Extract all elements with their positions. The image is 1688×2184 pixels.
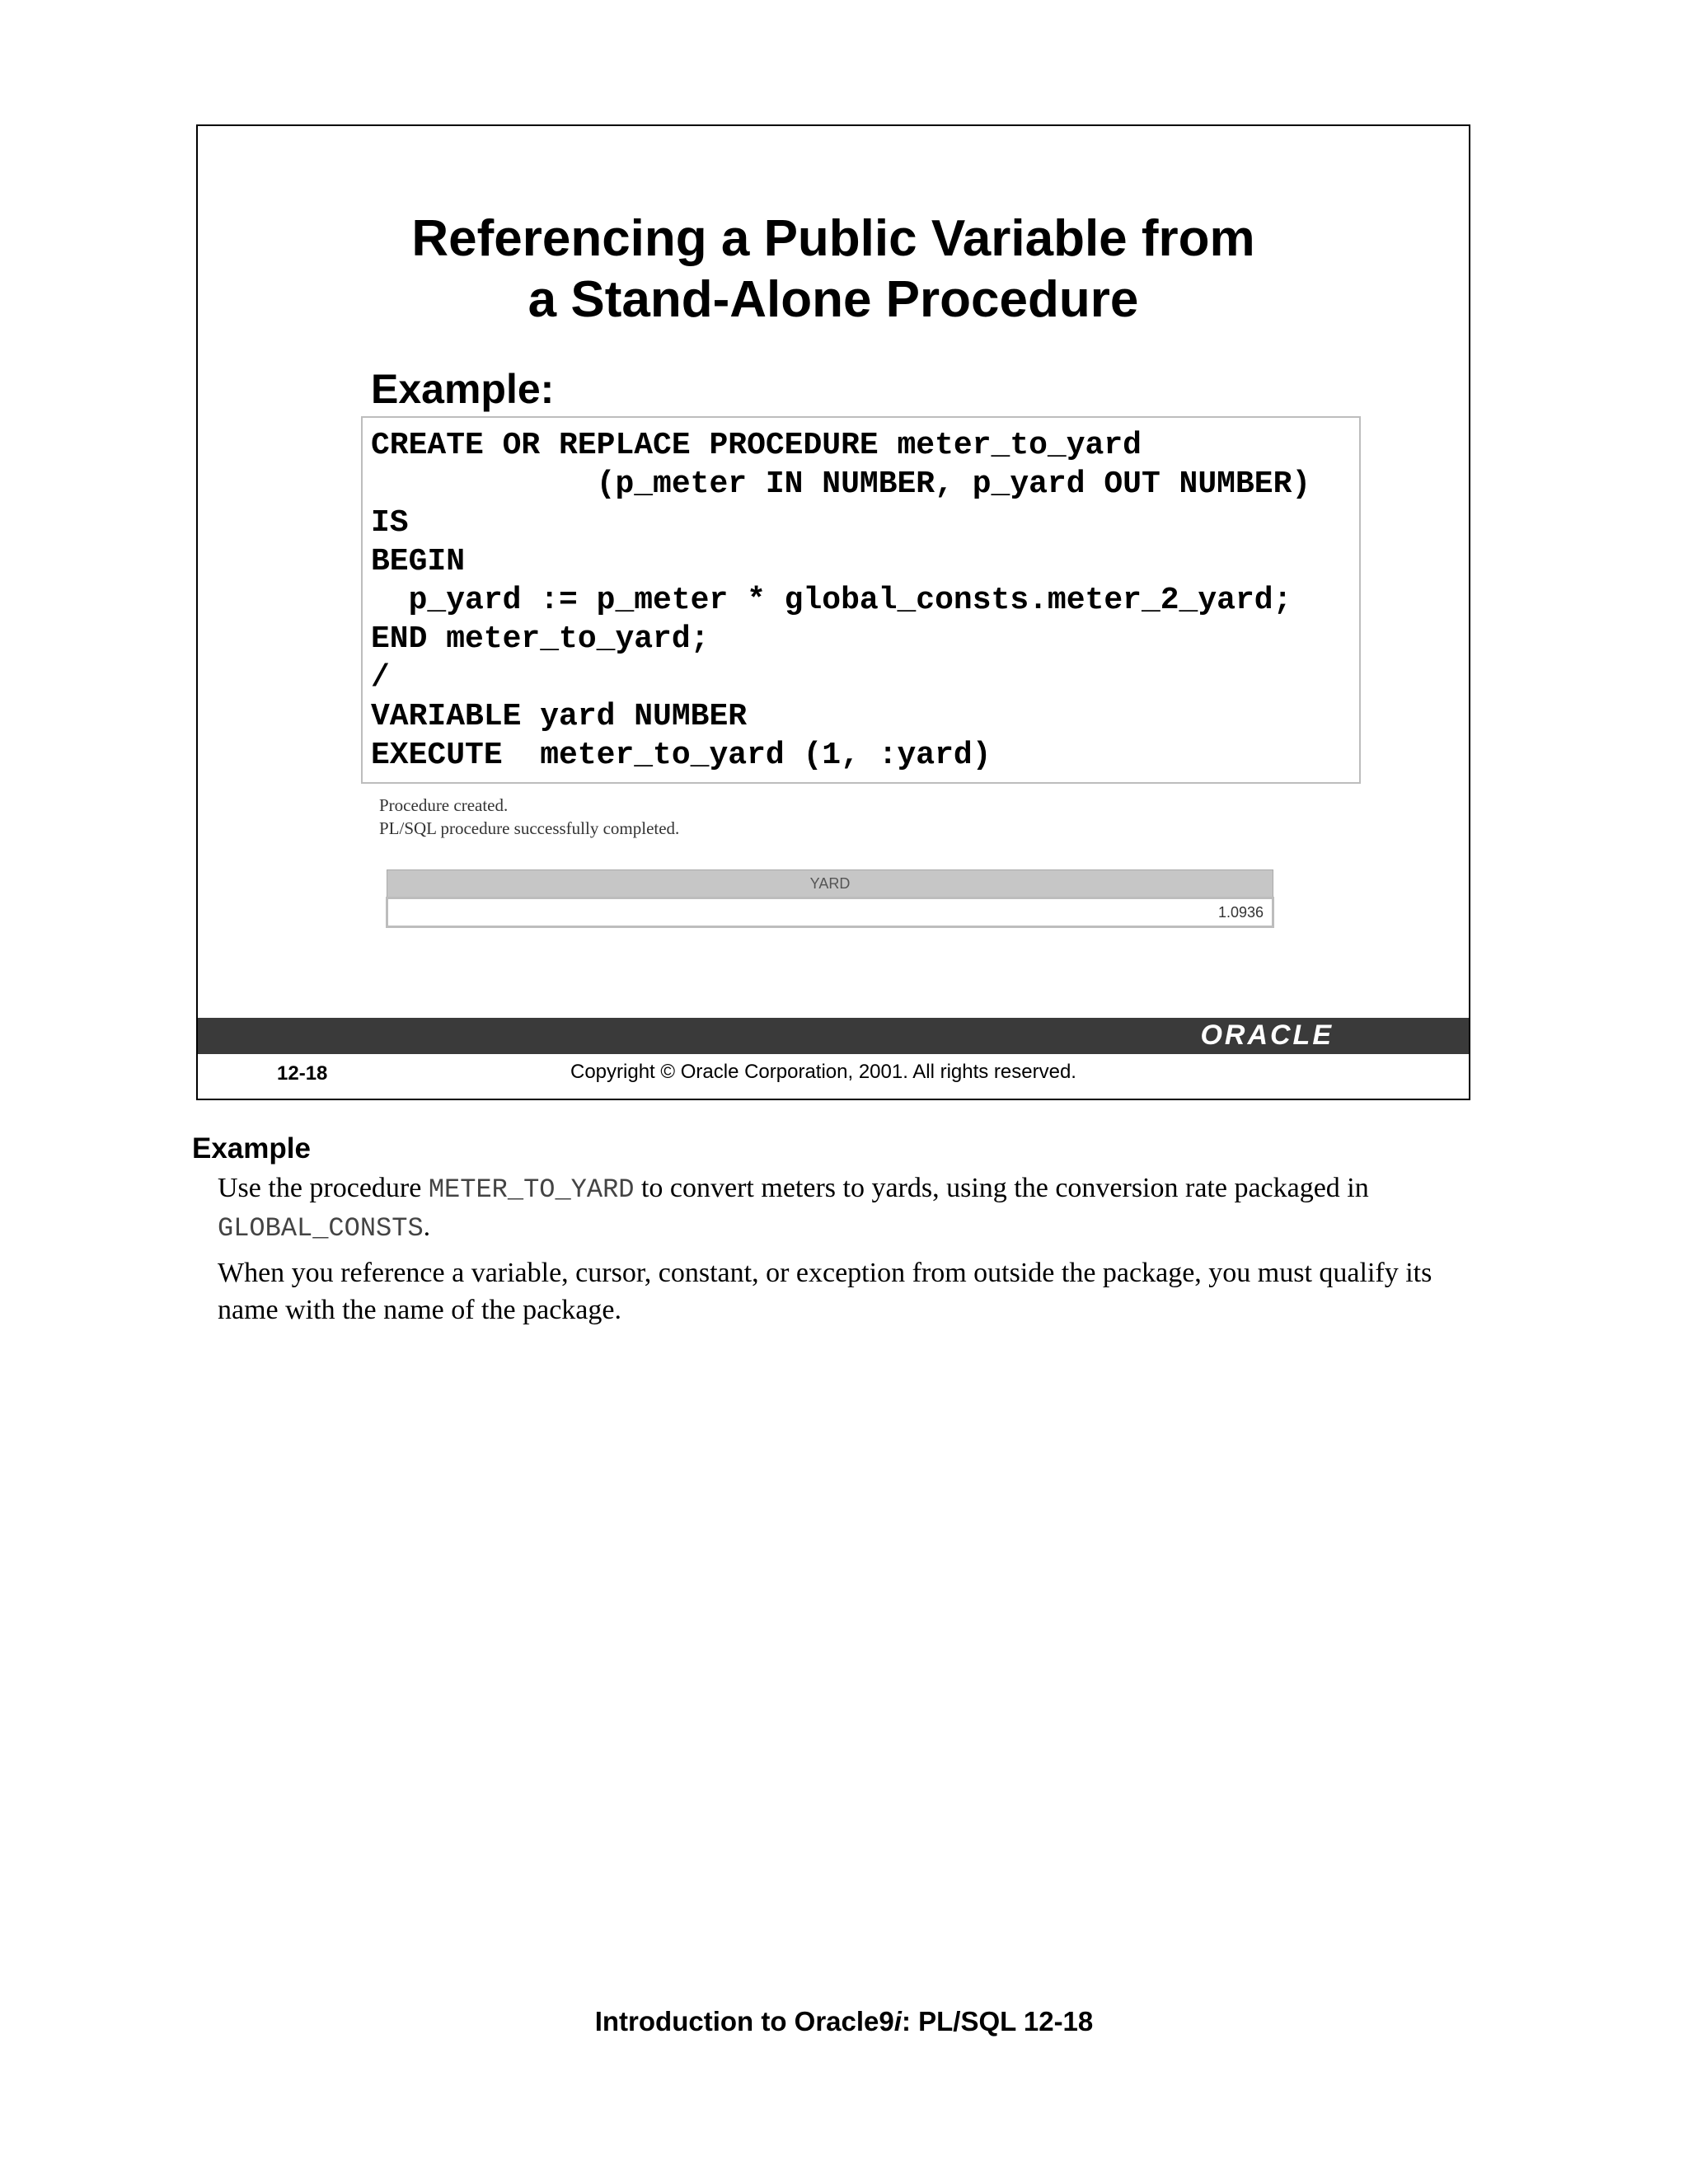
code-line: CREATE OR REPLACE PROCEDURE meter_to_yard bbox=[371, 428, 1142, 463]
code-line: IS bbox=[371, 505, 409, 541]
code-line: END meter_to_yard; bbox=[371, 621, 710, 657]
footer-text: Introduction to Oracle9 bbox=[594, 2006, 894, 2036]
result-value: 1.0936 bbox=[387, 898, 1273, 927]
code-block bbox=[361, 416, 1361, 784]
para1-text: Use the procedure bbox=[218, 1173, 429, 1203]
sql-output bbox=[379, 794, 1323, 942]
footer-text-italic: i bbox=[893, 2006, 902, 2036]
page-footer bbox=[0, 2006, 1688, 2037]
notes-paragraph-2: When you reference a variable, cursor, constant, or exception from outside the package, you must qualify its name with the name of the package. bbox=[218, 1258, 1432, 1325]
output-line: PL/SQL procedure successfully completed. bbox=[379, 818, 680, 838]
para1-text: to convert meters to yards, using the conversion rate packaged in bbox=[634, 1173, 1369, 1203]
code-line: VARIABLE yard NUMBER bbox=[371, 699, 748, 734]
code-line: p_yard := p_meter * global_consts.meter_2_yard; bbox=[371, 583, 1292, 618]
code-ref-meter-to-yard: METER_TO_YARD bbox=[428, 1174, 635, 1205]
output-line: Procedure created. bbox=[379, 795, 509, 815]
slide bbox=[196, 124, 1470, 1100]
code-line: EXECUTE meter_to_yard (1, :yard) bbox=[371, 738, 992, 773]
result-table bbox=[386, 869, 1274, 928]
notes-paragraph-1 bbox=[218, 1169, 1487, 1247]
slide-title-line2: a Stand-Alone Procedure bbox=[528, 271, 1139, 328]
code-line: / bbox=[371, 660, 390, 696]
notes-heading: Example bbox=[192, 1132, 311, 1165]
slide-title bbox=[198, 209, 1469, 330]
code-line: BEGIN bbox=[371, 544, 466, 579]
oracle-bar bbox=[198, 1018, 1469, 1054]
result-header: YARD bbox=[387, 870, 1273, 898]
example-label: Example: bbox=[371, 366, 555, 412]
copyright: Copyright © Oracle Corporation, 2001. All rights reserved. bbox=[570, 1061, 1076, 1083]
para1-text: . bbox=[423, 1212, 431, 1242]
oracle-logo: ORACLE bbox=[1200, 1019, 1334, 1051]
code-ref-global-consts: GLOBAL_CONSTS bbox=[218, 1213, 424, 1244]
footer-text: : PL/SQL 12-18 bbox=[901, 2006, 1094, 2036]
slide-number: 12-18 bbox=[277, 1062, 328, 1085]
slide-title-line1: Referencing a Public Variable from bbox=[411, 210, 1255, 267]
code-line: (p_meter IN NUMBER, p_yard OUT NUMBER) bbox=[371, 466, 1311, 502]
